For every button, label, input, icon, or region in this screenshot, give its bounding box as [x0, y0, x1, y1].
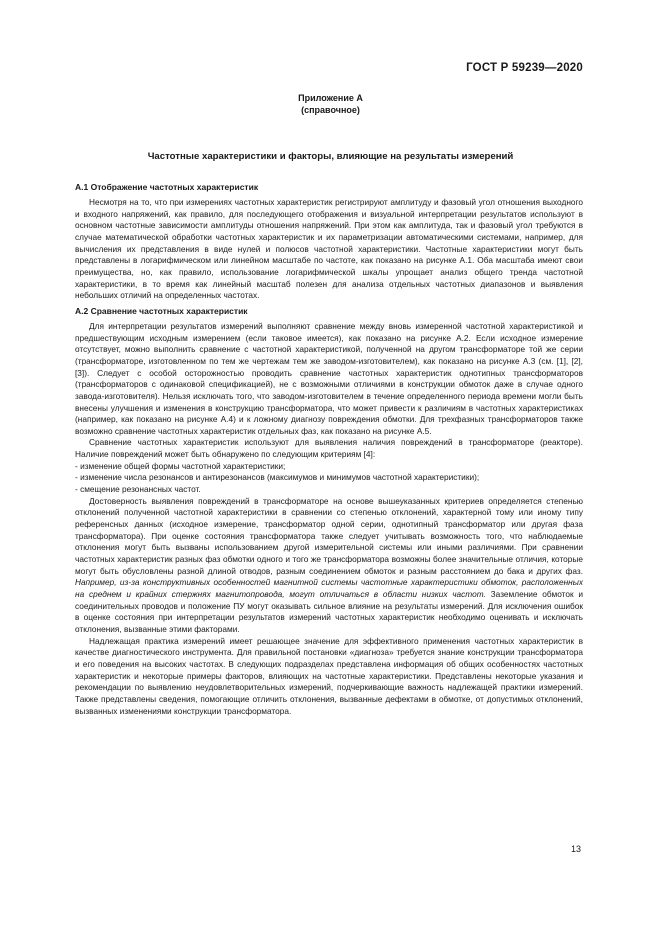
main-title: Частотные характеристики и факторы, влияющие на результаты измерений: [147, 151, 514, 162]
criteria-item: - смещение резонансных частот.: [75, 484, 201, 495]
document-body: [75, 181, 583, 717]
paragraph-a2-2: Сравнение частотных характеристик используют для выявления наличия повреждений в трансформаторе (реакторе). Наличие повреждений может быть обнаружено по следующим критериям [4]:: [75, 437, 583, 460]
criteria-list: [75, 461, 583, 496]
paragraph-a2-1: Для интерпретации результатов измерений выполняют сравнение между вновь измеренной частотной характеристикой и предшествующим исходным измерением (если таковое имеется), как показано на рисунке А.2. Если исходное измерение отсутствует, можно выполнить сравнение с частотной характеристикой, полученной на другом трансформаторе той же серии (трансформаторе, изготовленном по тем же чертежам тем же заводом-изготовителем), как показано на рисунке А.3 (см. [1], [2], [3]). Следует с особой осторожностью проводить сравнение частотных характеристик однотипных трансформаторов (трансформаторов с одинаковой спецификацией), не с возможными отличиями в конструкции обмоток даже в случае одного завода-изготовителя). Нельзя исключать того, что заводом-изготовителем в течение определенного периода времени могли быть внесены улучшения и изменения в конструкцию трансформатора, что может привести к различиям в частотных характеристиках (например, как показано на рисунке А.4) и к ложному диагнозу повреждения обмотки. Для трехфазных трансформаторов также возможно сравнение частотных характеристик отдельных фаз, как показано на рисунке А.5.: [75, 320, 583, 436]
standard-code: ГОСТ Р 59239—2020: [466, 62, 583, 74]
annex-type: (справочное): [301, 105, 360, 115]
paragraph-a2-4: Надлежащая практика измерений имеет решающее значение для эффективного применения частотных характеристик в качестве диагностического инструмента. Для правильной постановки «диагноза» требуется знание конструкции трансформатора и его поведения на высоких частотах. В следующих подразделах представлена информация об общих особенностях частотных характеристик и некоторые примеры факторов, влияющих на частотные характеристики. Представлены некоторые указания и рекомендации по выявлению неудовлетворительных измерений, подчеркивающие важность надлежащей практики измерений. Также представлены сведения, помогающие отличить отклонения, вызванные дефектами в обмотке, от допустимых отклонений, вызванных изменениями конструкции трансформатора.: [75, 635, 583, 716]
criteria-item: - изменение общей формы частотной характеристики;: [75, 460, 286, 471]
annex-title: Приложение А: [298, 93, 363, 103]
section-heading-a1: А.1 Отображение частотных характеристик: [75, 182, 259, 192]
section-heading-a2: А.2 Сравнение частотных характеристик: [75, 305, 248, 316]
paragraph-a2-3-part-b: Заземление обмоток и соединительных проводов и положение ПУ могут оказывать сильное влияние на результаты измерений. Для исключения ошибок в оценке состояния при интерпретации результатов измерений частотных характеристик необходимо оценивать и исключать отклонения, вызванные этими факторами.: [75, 589, 583, 634]
paragraph-a2-3: [75, 496, 583, 636]
criteria-item: - изменение числа резонансов и антирезонансов (максимумов и минимумов частотной характеристики);: [75, 472, 480, 483]
paragraph-a1-1: Несмотря на то, что при измерениях частотных характеристик регистрируют амплитуду и фазовый угол отношения выходного и входного напряжений, как правило, для последующего отображения и визуальной интерпретации результатов используют в основном частотные зависимости амплитуды отношения напряжений. При этом как амплитуда, так и фазовый угол требуются в случае математической обработки частотных характеристик и их параметризации автоматическими системами, например, для вычисления их представления в виде нулей и полюсов частотной характеристики. Частотные характеристики могут быть представлены в логарифмическом или линейном масштабе по частоте, как показано на рисунке А.1. Оба масштаба имеют свои преимущества, но, как правило, использование логарифмической шкалы упрощает анализ общего тренда частотной характеристики, в то время как линейный масштаб полезен для анализа отдельных частотных диапазонов и выявления небольших отличий на определенных частотах.: [75, 197, 583, 301]
paragraph-a2-3-italic: Например, из-за конструктивных особенностей магнитной системы частотные характеристики обмоток, расположенных на среднем и крайних стержнях магнитопровода, могут отличаться в области низких частот.: [75, 577, 583, 599]
paragraph-a2-3-part-a: Достоверность выявления повреждений в трансформаторе на основе вышеуказанных критериев определяется степенью отклонений полученной частотной характеристики в сравнении со степенью отклонений, характерной тому или иному типу референсных данных (исходное измерение, трансформатор одной серии, однотипный трансформатор или другая фаза трансформатора). При оценке состояния трансформатора также следует учитывать возможность того, что наблюдаемые отклонения могут быть вызваны использованием другой измерительной системы или иными различиями. При сравнении частотных характеристик разных фаз обмотки одного и того же трансформатора возможны более значительные отличия, которые могут быть обусловлены разной длиной отводов, разным соединением обмоток и разным расстоянием до бака и других фаз.: [75, 495, 583, 576]
page-number: 13: [570, 844, 581, 854]
